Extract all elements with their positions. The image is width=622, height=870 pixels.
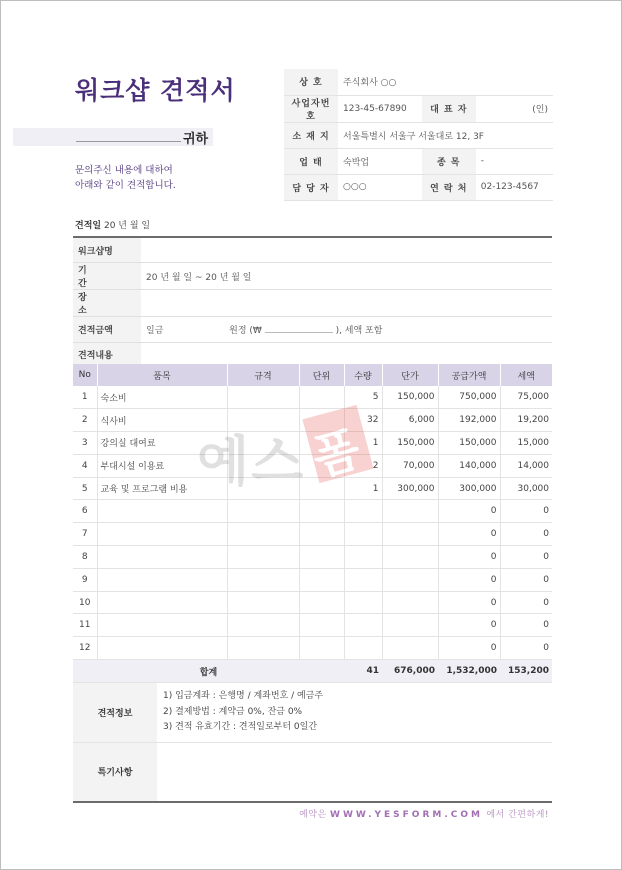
item-name: 부대시설 이용료 [97, 454, 227, 477]
item-spec [227, 477, 299, 500]
item-tax: 30,000 [500, 477, 552, 500]
row-no: 1 [73, 386, 97, 409]
item-supply: 150,000 [438, 432, 500, 455]
item-name [97, 637, 227, 660]
item-spec [227, 500, 299, 523]
item-unit-price: 6,000 [382, 409, 438, 432]
supplier-row-bizno [284, 95, 553, 122]
supplier-row-business [284, 148, 553, 174]
estimate-info-list [157, 689, 552, 736]
place-value [141, 290, 552, 317]
item-qty: 2 [344, 454, 382, 477]
special-notes-value [157, 742, 552, 802]
business-number-value: 123-45-67890 [338, 95, 422, 122]
place-label: 장 소 [73, 290, 141, 317]
amount-suffix: ), 세액 포함 [335, 325, 383, 336]
company-name-label: 상 호 [284, 69, 338, 95]
period-value: 20 년 월 일 ~ 20 년 월 일 [141, 263, 552, 290]
row-no: 7 [73, 523, 97, 546]
item-supply: 140,000 [438, 454, 500, 477]
col-header-unit-price: 단가 [382, 364, 438, 386]
table-row [73, 637, 552, 660]
item-tax: 15,000 [500, 432, 552, 455]
row-no: 8 [73, 546, 97, 569]
business-type-label: 업 태 [284, 148, 338, 174]
item-supply: 0 [438, 546, 500, 569]
item-qty [344, 523, 382, 546]
item-qty [344, 637, 382, 660]
item-spec [227, 614, 299, 637]
item-name: 강의실 대여료 [97, 432, 227, 455]
item-name [97, 500, 227, 523]
item-qty: 32 [344, 409, 382, 432]
estimate-info-line: 1) 입금계좌 : 은행명 / 계좌번호 / 예금주 [163, 691, 324, 701]
item-unit [299, 637, 344, 660]
item-tax: 0 [500, 591, 552, 614]
item-unit [299, 454, 344, 477]
item-unit-price: 150,000 [382, 432, 438, 455]
item-unit-price [382, 546, 438, 569]
items-header-row [73, 364, 552, 386]
info-row-period [73, 263, 552, 290]
estimate-date [75, 218, 150, 231]
representative-label: 대 표 자 [422, 95, 476, 122]
item-spec [227, 432, 299, 455]
item-tax: 14,000 [500, 454, 552, 477]
address-value: 서울특별시 서울구 서울대로 12, 3F [338, 122, 553, 148]
workshop-name-value [141, 237, 552, 263]
item-spec [227, 409, 299, 432]
line-items-table [73, 364, 552, 683]
item-unit-price [382, 523, 438, 546]
item-tax: 0 [500, 568, 552, 591]
contact-label: 연 락 처 [422, 174, 476, 200]
col-header-qty: 수량 [344, 364, 382, 386]
item-unit [299, 432, 344, 455]
item-tax: 75,000 [500, 386, 552, 409]
table-row [73, 523, 552, 546]
item-tax: 0 [500, 500, 552, 523]
amount-number-blank [265, 332, 333, 333]
estimate-date-label: 견적일 [75, 221, 102, 231]
row-no: 6 [73, 500, 97, 523]
contact-value: 02-123-4567 [476, 174, 553, 200]
info-row-amount [73, 317, 552, 343]
table-row [73, 477, 552, 500]
supplier-info-table [284, 69, 553, 201]
item-unit-price [382, 568, 438, 591]
item-spec [227, 386, 299, 409]
notes-row-special [73, 742, 552, 802]
item-spec [227, 568, 299, 591]
col-header-no: No [73, 364, 97, 386]
total-supply: 1,532,000 [438, 660, 500, 683]
business-type-value: 숙박업 [338, 148, 422, 174]
notes-table [73, 683, 552, 803]
col-header-item: 품목 [97, 364, 227, 386]
col-header-unit: 단위 [299, 364, 344, 386]
row-no: 11 [73, 614, 97, 637]
item-name [97, 614, 227, 637]
item-unit [299, 523, 344, 546]
row-no: 12 [73, 637, 97, 660]
total-tax: 153,200 [500, 660, 552, 683]
table-row [73, 546, 552, 569]
row-no: 2 [73, 409, 97, 432]
estimate-date-value: 20 년 월 일 [103, 221, 151, 231]
row-no: 9 [73, 568, 97, 591]
total-qty: 41 [344, 660, 382, 683]
item-unit [299, 477, 344, 500]
item-supply: 0 [438, 614, 500, 637]
item-unit-price: 300,000 [382, 477, 438, 500]
watermark-box-text: 폼 [306, 420, 366, 487]
estimate-info-value [157, 683, 552, 742]
item-spec [227, 454, 299, 477]
item-unit [299, 409, 344, 432]
item-unit [299, 614, 344, 637]
business-item-value: - [476, 148, 553, 174]
recipient-blank-line [76, 141, 181, 142]
row-no: 3 [73, 432, 97, 455]
item-name: 교육 및 프로그램 비용 [97, 477, 227, 500]
item-supply: 300,000 [438, 477, 500, 500]
row-no: 10 [73, 591, 97, 614]
manager-value: ○○○ [338, 174, 422, 200]
col-header-tax: 세액 [500, 364, 552, 386]
item-unit [299, 591, 344, 614]
item-qty [344, 500, 382, 523]
manager-label: 담 당 자 [284, 174, 338, 200]
item-name [97, 523, 227, 546]
total-row [73, 660, 552, 683]
table-row [73, 614, 552, 637]
row-no: 5 [73, 477, 97, 500]
table-row [73, 409, 552, 432]
total-label: 합계 [73, 660, 344, 683]
table-row [73, 432, 552, 455]
workshop-name-label: 워크샵명 [73, 237, 141, 263]
table-row [73, 568, 552, 591]
item-unit [299, 546, 344, 569]
item-supply: 0 [438, 523, 500, 546]
item-qty: 1 [344, 432, 382, 455]
table-row [73, 386, 552, 409]
item-name [97, 591, 227, 614]
item-unit [299, 568, 344, 591]
item-unit-price [382, 591, 438, 614]
footer-prefix: 예약은 [299, 810, 327, 820]
item-qty: 1 [344, 477, 382, 500]
period-label: 기 간 [73, 263, 141, 290]
supplier-row-company [284, 69, 553, 95]
item-qty [344, 568, 382, 591]
estimate-info-line: 3) 견적 유효기간 : 견적일로부터 0일간 [163, 722, 318, 732]
table-row [73, 591, 552, 614]
item-qty: 5 [344, 386, 382, 409]
item-supply: 750,000 [438, 386, 500, 409]
col-header-supply: 공급가액 [438, 364, 500, 386]
business-number-label: 사업자번호 [284, 95, 338, 122]
item-spec [227, 523, 299, 546]
item-unit-price: 150,000 [382, 386, 438, 409]
amount-mid: 원정 (₩ [229, 325, 262, 336]
info-row-name [73, 237, 552, 263]
info-row-place [73, 290, 552, 317]
footer-site-link[interactable]: WWW.YESFORM.COM [330, 810, 483, 820]
footer-suffix: 에서 간편하게! [486, 810, 549, 820]
item-tax: 0 [500, 637, 552, 660]
col-header-spec: 규격 [227, 364, 299, 386]
row-no: 4 [73, 454, 97, 477]
item-name [97, 546, 227, 569]
amount-prefix: 일금 [146, 325, 164, 336]
total-unit-price: 676,000 [382, 660, 438, 683]
item-supply: 0 [438, 568, 500, 591]
address-label: 소 재 지 [284, 122, 338, 148]
item-unit [299, 386, 344, 409]
document-title: 워크샵 견적서 [75, 76, 236, 105]
notes-row-info [73, 683, 552, 742]
table-row [73, 500, 552, 523]
item-name: 숙소비 [97, 386, 227, 409]
item-tax: 19,200 [500, 409, 552, 432]
footer-ad[interactable] [299, 807, 549, 820]
estimate-info-line: 2) 결제방법 : 계약금 0%, 잔금 0% [163, 706, 303, 717]
item-supply: 0 [438, 591, 500, 614]
item-tax: 0 [500, 546, 552, 569]
watermark-text: 예스 [197, 430, 306, 493]
item-supply: 192,000 [438, 409, 500, 432]
amount-label: 견적금액 [73, 317, 141, 343]
item-tax: 0 [500, 523, 552, 546]
item-unit-price [382, 500, 438, 523]
item-unit-price [382, 637, 438, 660]
amount-value [141, 317, 552, 343]
business-item-label: 종 목 [422, 148, 476, 174]
special-notes-label: 특기사항 [73, 742, 157, 802]
table-row [73, 454, 552, 477]
item-supply: 0 [438, 500, 500, 523]
item-tax: 0 [500, 614, 552, 637]
item-name [97, 568, 227, 591]
item-spec [227, 546, 299, 569]
item-unit [299, 500, 344, 523]
item-qty [344, 591, 382, 614]
item-unit-price: 70,000 [382, 454, 438, 477]
item-qty [344, 614, 382, 637]
item-supply: 0 [438, 637, 500, 660]
representative-seal: (인) [476, 95, 553, 122]
item-unit-price [382, 614, 438, 637]
intro-text: 문의주신 내용에 대하여 아래와 같이 견적합니다. [75, 165, 176, 191]
workshop-info-table [73, 236, 552, 368]
supplier-row-address [284, 122, 553, 148]
company-name-value: 주식회사 ○○ [338, 69, 553, 95]
content-label: 견적내용 [73, 342, 141, 368]
item-qty [344, 546, 382, 569]
item-name: 식사비 [97, 409, 227, 432]
item-spec [227, 637, 299, 660]
recipient-suffix: 귀하 [183, 132, 209, 147]
item-spec [227, 591, 299, 614]
estimate-info-label: 견적정보 [73, 683, 157, 742]
supplier-row-contact [284, 174, 553, 200]
